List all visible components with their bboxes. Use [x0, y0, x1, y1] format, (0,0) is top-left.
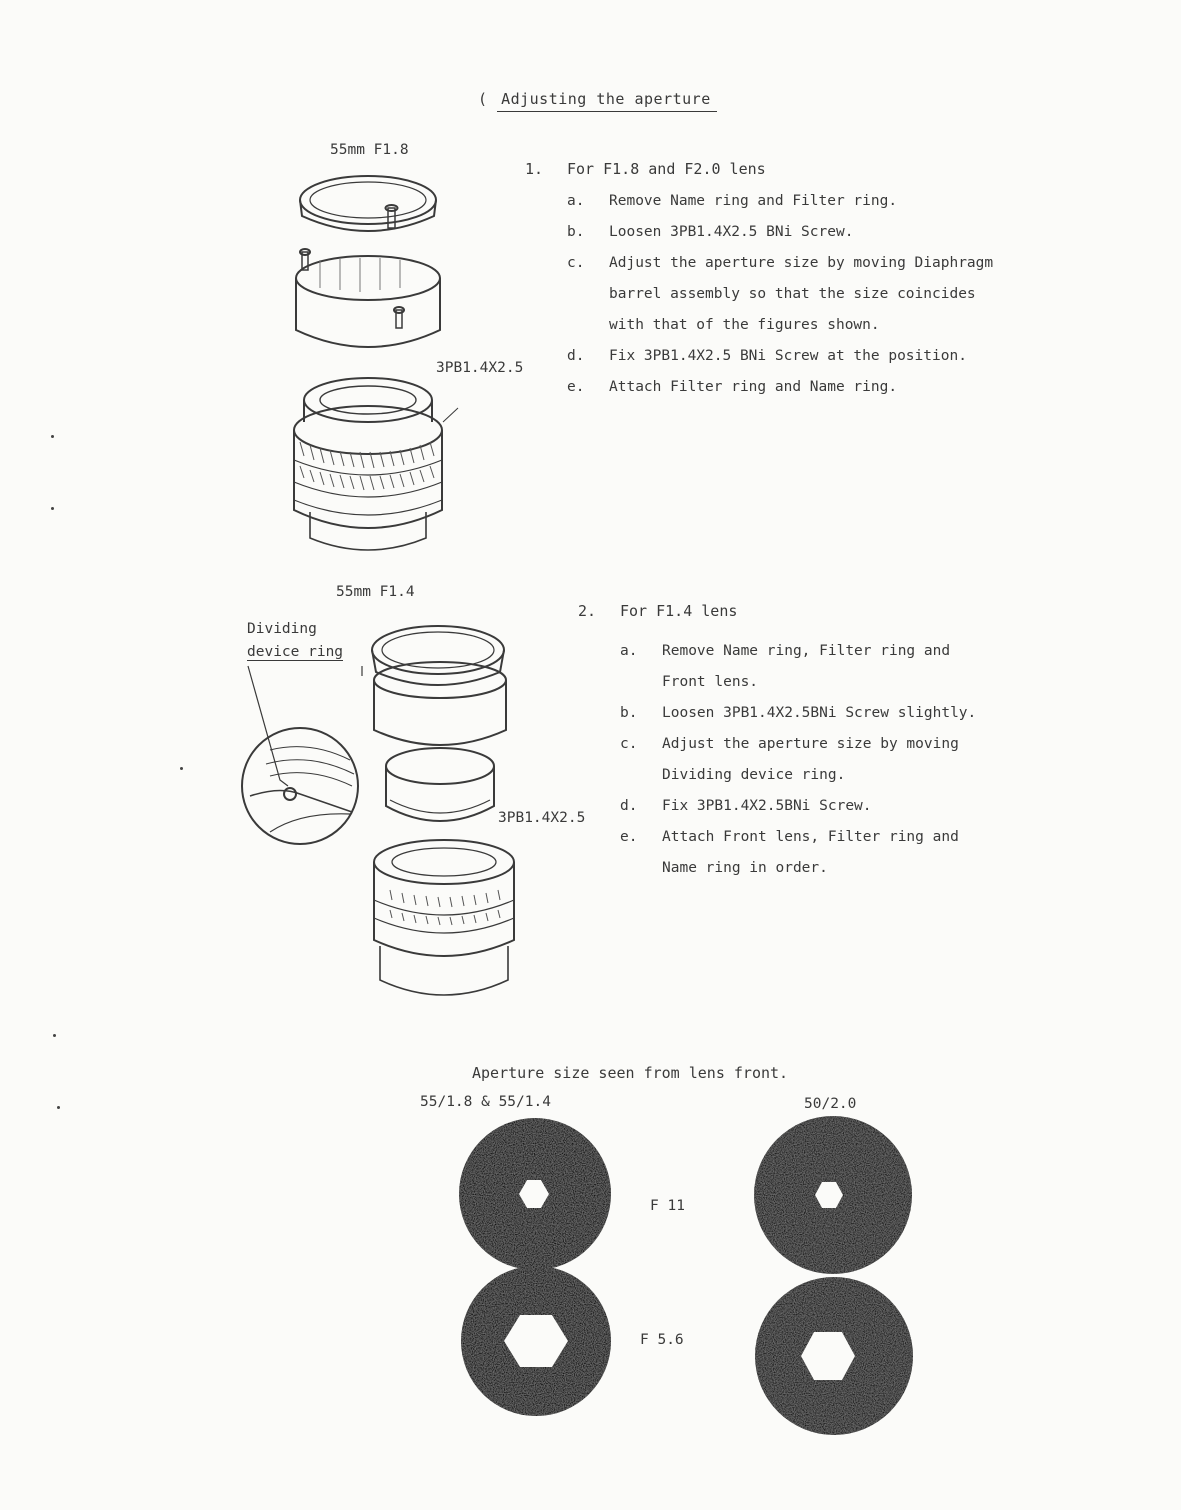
aperture-disc-50-f11 — [754, 1116, 912, 1274]
step1-item-b: b. Loosen 3PB1.4X2.5 BNi Screw. — [567, 224, 854, 240]
aperture-disc-55-f56 — [461, 1266, 611, 1416]
column-label-50: 50/2.0 — [804, 1096, 857, 1112]
figure2-screw-label: 3PB1.4X2.5 — [498, 810, 586, 826]
figure2-label: 55mm F1.4 — [336, 584, 415, 600]
step1-item-a: a. Remove Name ring and Filter ring. — [567, 193, 898, 209]
step2-number: 2. — [578, 602, 597, 620]
aperture-disc-50-f56 — [755, 1277, 913, 1435]
step1-item-c: c. Adjust the aperture size by moving Diaphragm — [567, 255, 994, 271]
step1-item-c-line3: with that of the figures shown. — [609, 317, 880, 333]
step2-item-a-line2: Front lens. — [662, 674, 759, 690]
row-label-f11: F 11 — [650, 1198, 685, 1214]
figure1-screw-label: 3PB1.4X2.5 — [436, 360, 524, 376]
step1-number: 1. — [525, 160, 544, 178]
dividing-label-line1: Dividing — [247, 621, 317, 637]
step1-title: For F1.8 and F2.0 lens — [567, 160, 766, 178]
row-label-f56: F 5.6 — [640, 1332, 684, 1348]
aperture-caption: Aperture size seen from lens front. — [472, 1064, 789, 1082]
dividing-label-line2: device ring — [247, 644, 344, 660]
title-text: Adjusting the aperture — [497, 90, 717, 112]
step2-item-e: e. Attach Front lens, Filter ring and — [620, 829, 959, 845]
step2-item-a: a. Remove Name ring, Filter ring and — [620, 643, 951, 659]
step2-item-b: b. Loosen 3PB1.4X2.5BNi Screw slightly. — [620, 705, 977, 721]
step1-item-c-line2: barrel assembly so that the size coincides — [609, 286, 976, 302]
step2-item-d: d. Fix 3PB1.4X2.5BNi Screw. — [620, 798, 872, 814]
step2-item-c: c. Adjust the aperture size by moving — [620, 736, 959, 752]
figure1-label: 55mm F1.8 — [330, 142, 409, 158]
step1-item-e: e. Attach Filter ring and Name ring. — [567, 379, 898, 395]
aperture-disc-55-f11 — [459, 1118, 611, 1270]
step2-item-e-line2: Name ring in order. — [662, 860, 828, 876]
step1-item-d: d. Fix 3PB1.4X2.5 BNi Screw at the position. — [567, 348, 967, 364]
step2-item-c-line2: Dividing device ring. — [662, 767, 846, 783]
title-prefix: ( — [478, 90, 488, 108]
column-label-55: 55/1.8 & 55/1.4 — [420, 1094, 551, 1110]
step2-title: For F1.4 lens — [620, 602, 738, 620]
